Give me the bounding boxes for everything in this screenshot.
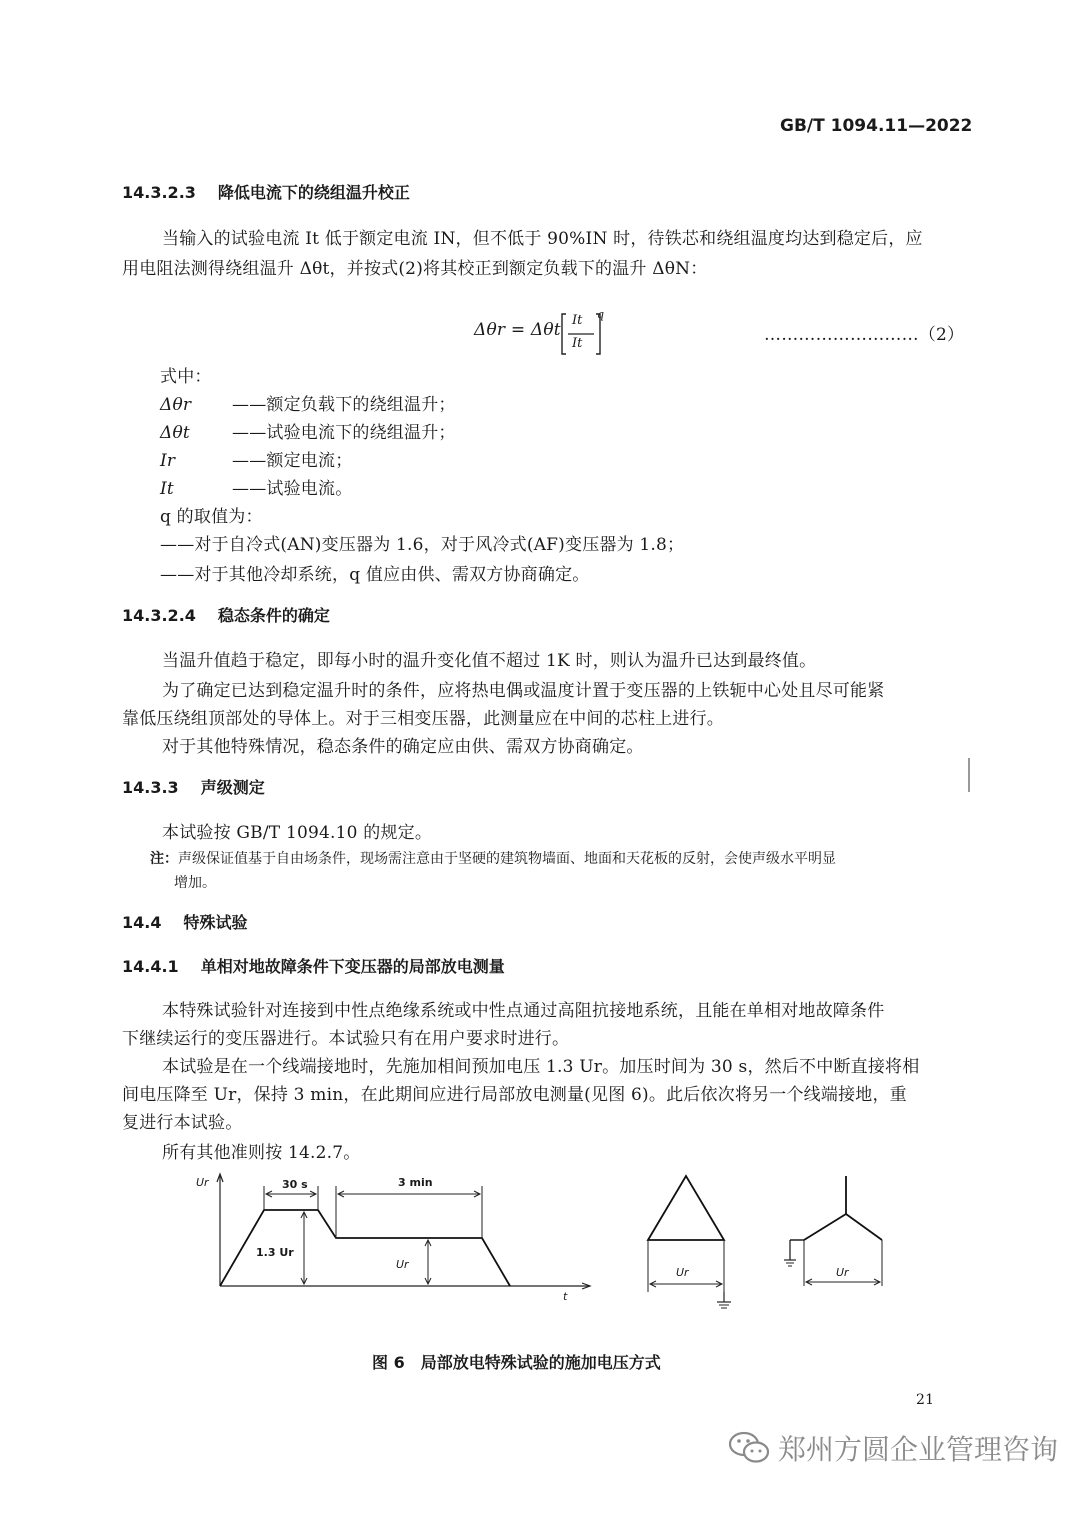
paragraph-line: 本试验是在一个线端接地时，先施加相间预加电压 1.3 Ur。加压时间为 30 s，然后不中断直接将相 bbox=[162, 1057, 920, 1077]
paragraph-line: 所有其他准则按 14.2.7。 bbox=[162, 1143, 361, 1163]
definition-item bbox=[160, 446, 352, 471]
section-title: 声级测定 bbox=[200, 778, 265, 797]
watermark bbox=[728, 1428, 1058, 1468]
list-item: ——对于其他冷却系统，q 值应由供、需双方协商确定。 bbox=[160, 565, 590, 585]
margin-change-bar bbox=[968, 758, 970, 792]
section-title: 降低电流下的绕组温升校正 bbox=[217, 183, 410, 202]
definition-symbol: Ir bbox=[160, 451, 176, 471]
delta-connection-diagram bbox=[648, 1176, 731, 1308]
paragraph-line: 当温升值趋于稳定，即每小时的温升变化值不超过 1K 时，则认为温升已达到最终值。 bbox=[162, 651, 817, 671]
paragraph-line: 对于其他特殊情况，稳态条件的确定应由供、需双方协商确定。 bbox=[162, 737, 644, 757]
section-14-3-2-4-heading bbox=[122, 603, 330, 626]
formula-bracket-fraction bbox=[560, 310, 620, 358]
level-ur-label: Ur bbox=[396, 1258, 409, 1271]
where-label: 式中： bbox=[160, 367, 212, 387]
section-number: 14.3.3 bbox=[122, 778, 179, 797]
formula-index: ………………………（2） bbox=[764, 325, 965, 345]
star-voltage-label: Ur bbox=[836, 1266, 849, 1279]
note-label: 注： bbox=[150, 851, 178, 867]
paragraph-line: 下继续运行的变压器进行。本试验只有在用户要求时进行。 bbox=[122, 1029, 570, 1049]
list-item: ——对于自冷式(AN)变压器为 1.6，对于风冷式(AF)变压器为 1.8； bbox=[160, 535, 685, 555]
wechat-icon bbox=[728, 1428, 772, 1468]
delta-voltage-label: Ur bbox=[676, 1266, 689, 1279]
section-title: 单相对地故障条件下变压器的局部放电测量 bbox=[200, 957, 505, 976]
paragraph-line: 为了确定已达到稳定温升时的条件，应将热电偶或温度计置于变压器的上铁轭中心处且尽可能紧 bbox=[162, 681, 885, 701]
figure-caption: 图 6 局部放电特殊试验的施加电压方式 bbox=[372, 1353, 661, 1372]
section-14-3-3-heading bbox=[122, 775, 265, 798]
note bbox=[150, 848, 836, 868]
section-number: 14.4.1 bbox=[122, 957, 179, 976]
definition-item bbox=[160, 390, 456, 415]
section-title: 特殊试验 bbox=[183, 913, 248, 932]
section-number: 14.3.2.3 bbox=[122, 183, 196, 202]
section-title: 稳态条件的确定 bbox=[217, 606, 330, 625]
paragraph-line: 复进行本试验。 bbox=[122, 1113, 243, 1133]
definition-text: ——试验电流下的绕组温升； bbox=[232, 423, 456, 443]
definition-symbol: It bbox=[160, 479, 174, 499]
star-connection-diagram bbox=[784, 1176, 882, 1286]
formula-denominator: It bbox=[572, 336, 583, 351]
delta-triangle bbox=[648, 1176, 724, 1240]
y-axis-label: Ur bbox=[196, 1176, 209, 1189]
definition-symbol: Δθt bbox=[160, 423, 190, 443]
q-intro: q 的取值为： bbox=[160, 507, 263, 527]
section-14-3-2-3-heading bbox=[122, 180, 410, 203]
note-continued: 增加。 bbox=[174, 875, 216, 891]
paragraph-line: 本特殊试验针对连接到中性点绝缘系统或中性点通过高阻抗接地系统，且能在单相对地故障条件 bbox=[162, 1001, 885, 1021]
section-number: 14.3.2.4 bbox=[122, 606, 196, 625]
formula-lhs: Δθr = Δθt bbox=[474, 320, 561, 340]
definition-text: ——额定电流； bbox=[232, 451, 353, 471]
definition-symbol: Δθr bbox=[160, 395, 192, 415]
paragraph-line: 用电阻法测得绕组温升 Δθt，并按式(2)将其校正到额定负载下的温升 ΔθN： bbox=[122, 259, 708, 279]
x-axis-label: t bbox=[563, 1290, 568, 1303]
paragraph-line: 本试验按 GB/T 1094.10 的规定。 bbox=[162, 823, 433, 843]
formula-exponent: q bbox=[597, 308, 605, 321]
duration-30s-label: 30 s bbox=[282, 1178, 308, 1191]
definition-text: ——额定负载下的绕组温升； bbox=[232, 395, 456, 415]
paragraph-line: 靠低压绕组顶部处的导体上。对于三相变压器，此测量应在中间的芯柱上进行。 bbox=[122, 709, 724, 729]
definition-item bbox=[160, 474, 352, 499]
paragraph-line: 当输入的试验电流 It 低于额定电流 IN，但不低于 90%IN 时，待铁芯和绕组温度均达到稳定后，应 bbox=[162, 229, 923, 249]
watermark-text: 郑州方圆企业管理咨询 bbox=[778, 1433, 1059, 1466]
formula-numerator: It bbox=[572, 313, 583, 328]
section-14-4-1-heading bbox=[122, 954, 505, 977]
voltage-time-graph bbox=[217, 1174, 590, 1289]
duration-3min-label: 3 min bbox=[398, 1176, 433, 1189]
page-number: 21 bbox=[916, 1392, 935, 1408]
note-text: 声级保证值基于自由场条件，现场需注意由于坚硬的建筑物墙面、地面和天花板的反射，会使声级水平明显 bbox=[178, 851, 836, 867]
standard-number: GB/T 1094.11—2022 bbox=[780, 116, 973, 136]
definition-text: ——试验电流。 bbox=[232, 479, 353, 499]
level-1-3ur-label: 1.3 Ur bbox=[256, 1246, 294, 1259]
section-14-4-heading bbox=[122, 910, 248, 933]
section-number: 14.4 bbox=[122, 913, 162, 932]
paragraph-line: 间电压降至 Ur，保持 3 min，在此期间应进行局部放电测量(见图 6)。此后依次将另一个线端接地，重 bbox=[122, 1085, 907, 1105]
definition-item bbox=[160, 418, 456, 443]
